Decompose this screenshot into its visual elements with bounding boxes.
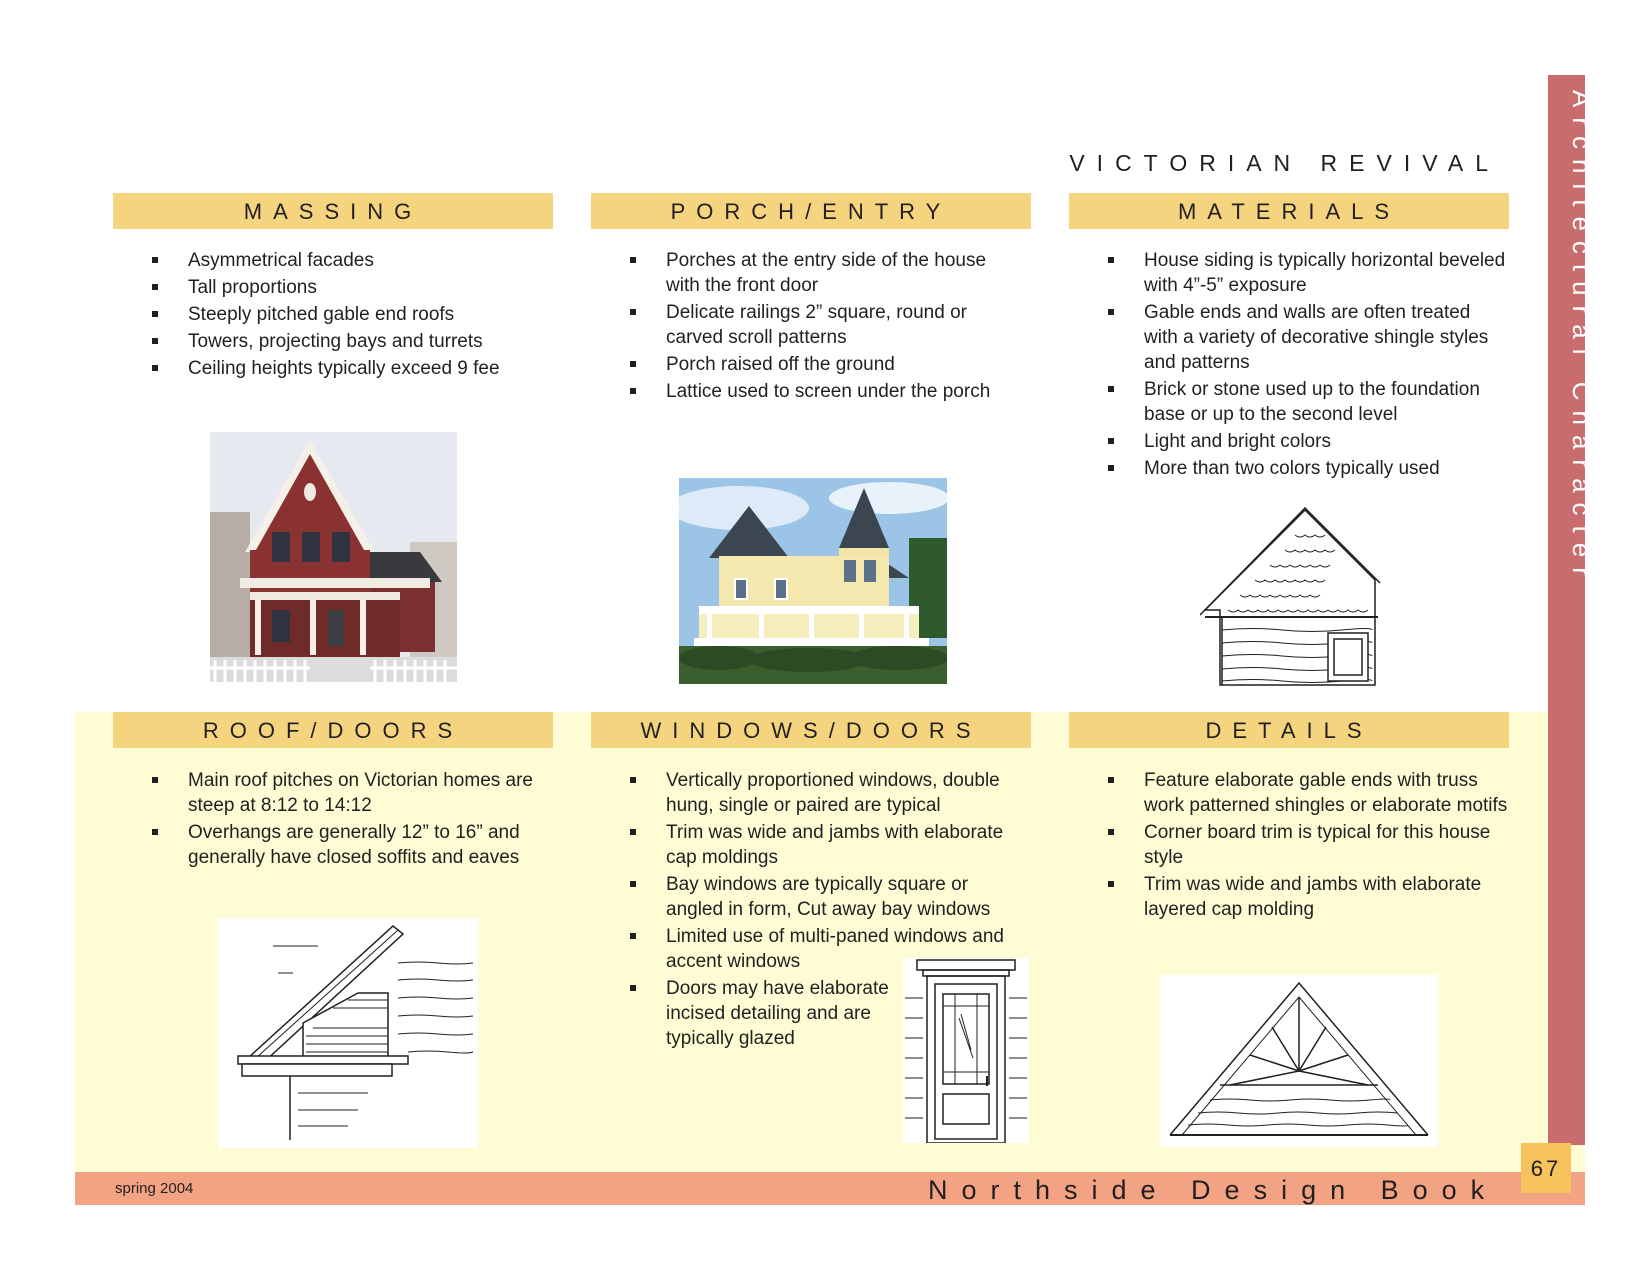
list-item: Ceiling heights typically exceed 9 fee bbox=[152, 356, 552, 381]
porch-heading: PORCH/ENTRY bbox=[591, 193, 1031, 229]
list-item: Doors may have elaborate incised detailing and are typically glazed bbox=[630, 976, 891, 1051]
list-item: Brick or stone used up to the foundation base or up to the second level bbox=[1108, 377, 1508, 427]
list-item: Asymmetrical facades bbox=[152, 248, 552, 273]
door-sketch bbox=[903, 958, 1029, 1143]
list-item: Limited use of multi-paned windows and accent windows bbox=[630, 924, 1030, 974]
list-item: Gable ends and walls are often treated with a variety of decorative shingle styles and patterns bbox=[1108, 300, 1508, 375]
details-list bbox=[1108, 768, 1508, 924]
list-item: Bay windows are typically square or angled in form, Cut away bay windows bbox=[630, 872, 1030, 922]
shingle-gable-sketch bbox=[1200, 505, 1385, 690]
yellow-house-photo bbox=[679, 478, 947, 684]
list-item: Delicate railings 2” square, round or carved scroll patterns bbox=[630, 300, 1010, 350]
porch-list bbox=[630, 248, 1010, 406]
materials-list bbox=[1108, 248, 1508, 483]
list-item: Corner board trim is typical for this house style bbox=[1108, 820, 1508, 870]
list-item: Trim was wide and jambs with elaborate layered cap molding bbox=[1108, 872, 1508, 922]
footer-book-title: Northside Design Book bbox=[928, 1175, 1499, 1205]
list-item: Feature elaborate gable ends with truss work patterned shingles or elaborate motifs bbox=[1108, 768, 1508, 818]
list-item: Porch raised off the ground bbox=[630, 352, 1010, 377]
list-item: Porches at the entry side of the house with the front door bbox=[630, 248, 1010, 298]
page-title: VICTORIAN REVIVAL bbox=[1069, 150, 1500, 176]
list-item: Light and bright colors bbox=[1108, 429, 1508, 454]
gable-truss-sketch bbox=[1160, 975, 1438, 1147]
roof-eave-sketch bbox=[218, 918, 478, 1148]
list-item: House siding is typically horizontal beveled with 4”-5” exposure bbox=[1108, 248, 1508, 298]
roof-heading: ROOF/DOORS bbox=[113, 712, 553, 748]
materials-heading: MATERIALS bbox=[1069, 193, 1509, 229]
footer-date: spring 2004 bbox=[115, 1180, 194, 1197]
list-item: Vertically proportioned windows, double hung, single or paired are typical bbox=[630, 768, 1030, 818]
windows-heading: WINDOWS/DOORS bbox=[591, 712, 1031, 748]
massing-heading: MASSING bbox=[113, 193, 553, 229]
list-item: Tall proportions bbox=[152, 275, 552, 300]
list-item: Steeply pitched gable end roofs bbox=[152, 302, 552, 327]
list-item: Overhangs are generally 12” to 16” and generally have closed soffits and eaves bbox=[152, 820, 562, 870]
side-title: Architectural Character bbox=[1567, 90, 1597, 586]
massing-list bbox=[152, 248, 552, 383]
details-heading: DETAILS bbox=[1069, 712, 1509, 748]
list-item: Main roof pitches on Victorian homes are steep at 8:12 to 14:12 bbox=[152, 768, 562, 818]
list-item: Lattice used to screen under the porch bbox=[630, 379, 1010, 404]
red-house-photo bbox=[210, 432, 457, 682]
page-number: 67 bbox=[1521, 1143, 1571, 1193]
roof-list bbox=[152, 768, 562, 872]
list-item: Trim was wide and jambs with elaborate cap moldings bbox=[630, 820, 1030, 870]
list-item: Towers, projecting bays and turrets bbox=[152, 329, 552, 354]
list-item: More than two colors typically used bbox=[1108, 456, 1508, 481]
